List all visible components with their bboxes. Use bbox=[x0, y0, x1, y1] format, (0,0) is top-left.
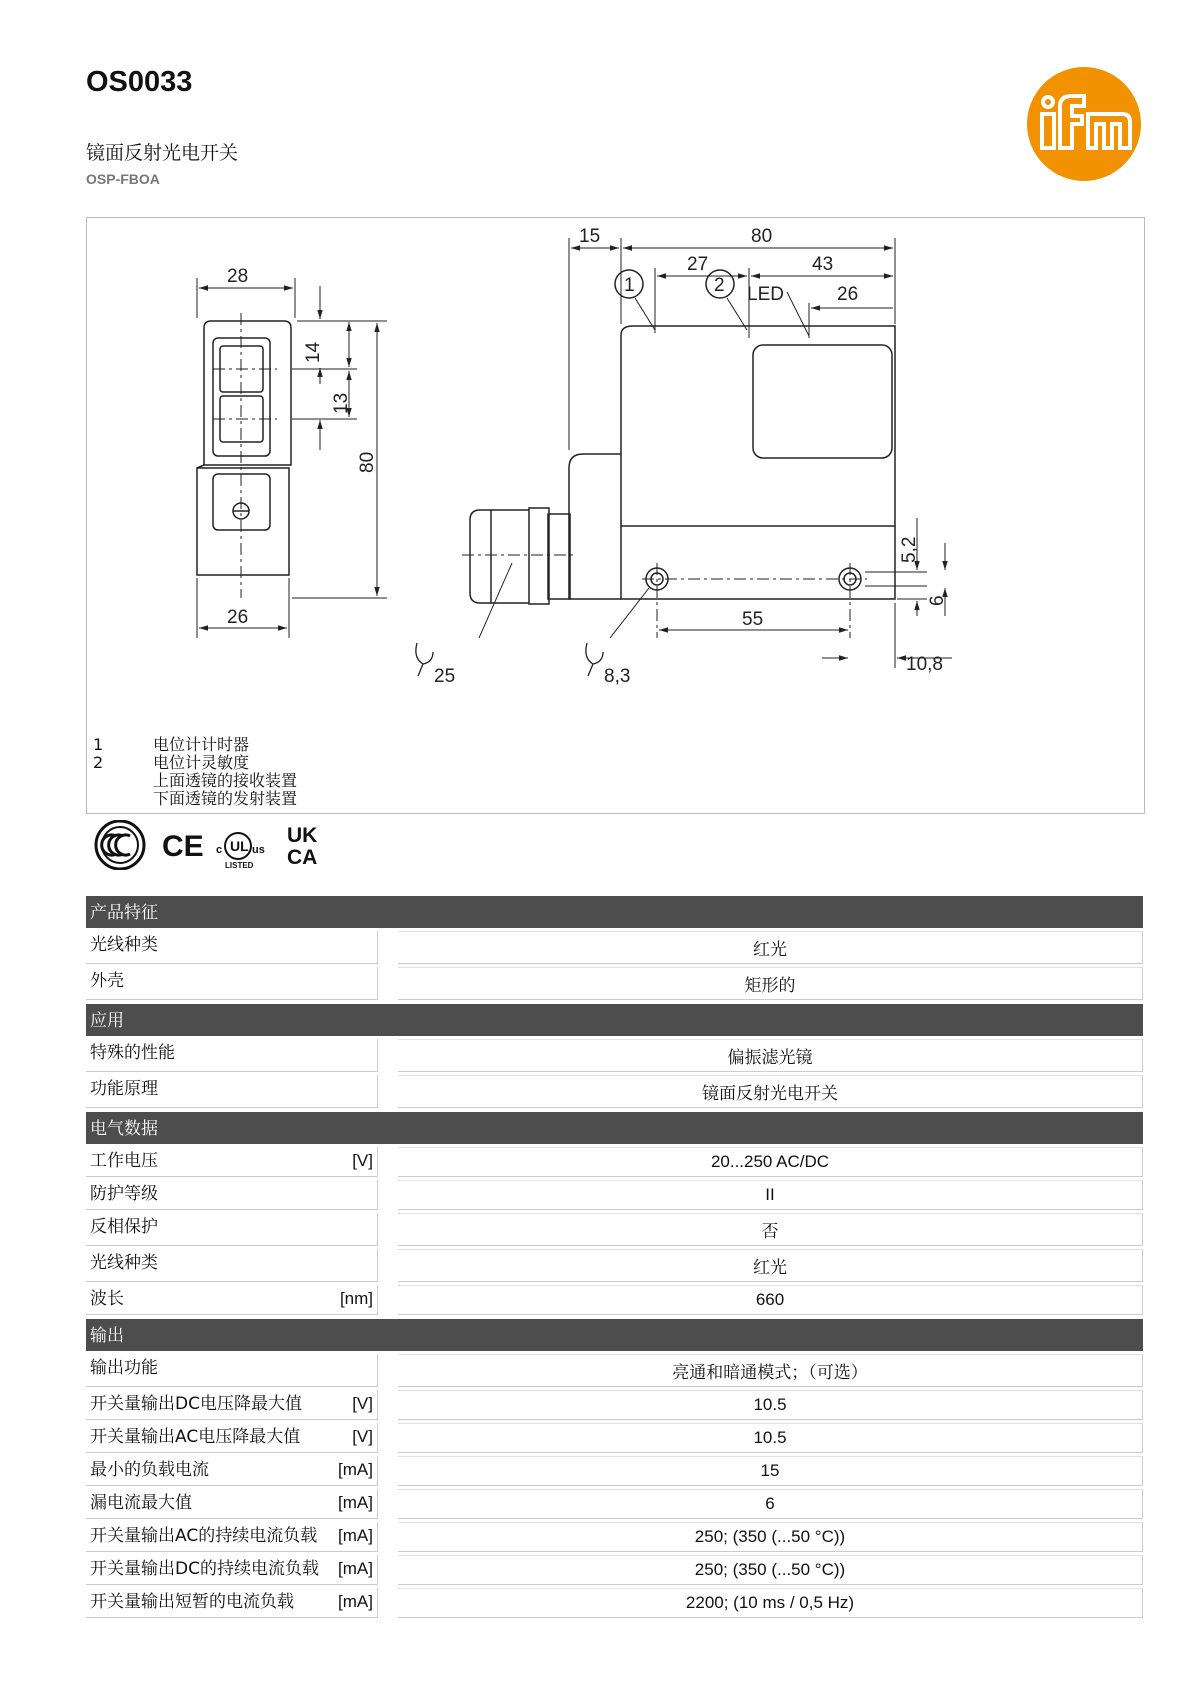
spec-value: 红光 bbox=[398, 1249, 1143, 1282]
spec-unit bbox=[367, 1216, 373, 1241]
spec-label: 防护等级 bbox=[90, 1184, 158, 1204]
spec-value: 红光 bbox=[398, 931, 1143, 964]
spec-label-cell bbox=[86, 1588, 378, 1618]
spec-unit bbox=[367, 970, 373, 995]
spec-row bbox=[86, 1249, 1143, 1282]
spec-row bbox=[86, 931, 1143, 964]
svg-text:LISTED: LISTED bbox=[225, 861, 254, 870]
spec-value: 250; (350 (...50 °C)) bbox=[398, 1522, 1143, 1552]
ifm-logo bbox=[1026, 66, 1142, 182]
dim-27: 27 bbox=[687, 254, 709, 275]
spec-row bbox=[86, 1354, 1143, 1387]
spec-label: 开关量输出DC电压降最大值 bbox=[90, 1394, 302, 1414]
spec-unit: [mA] bbox=[338, 1559, 373, 1578]
legend-item: 2 电位计灵敏度 bbox=[93, 753, 250, 772]
spec-row bbox=[86, 1555, 1143, 1585]
ce-mark: CE bbox=[162, 830, 204, 863]
dim-13: 13 bbox=[331, 392, 352, 414]
spec-row bbox=[86, 1588, 1143, 1618]
spec-unit: [V] bbox=[352, 1427, 373, 1446]
spec-label: 功能原理 bbox=[90, 1079, 158, 1099]
svg-text:UK: UK bbox=[287, 824, 318, 847]
spec-unit bbox=[367, 1183, 373, 1205]
spec-row bbox=[86, 1390, 1143, 1420]
dim-14: 14 bbox=[303, 341, 324, 363]
spec-value: 10.5 bbox=[398, 1390, 1143, 1420]
label-led: LED bbox=[747, 284, 784, 305]
spec-row bbox=[86, 1522, 1143, 1552]
dim-80-horizontal: 80 bbox=[751, 226, 773, 247]
section-header: 应用 bbox=[86, 1004, 1143, 1036]
legend-item: 1 电位计计时器 bbox=[93, 735, 250, 754]
dim-5-2: 5,2 bbox=[899, 536, 920, 563]
spec-value: 镜面反射光电开关 bbox=[398, 1075, 1143, 1108]
spec-label: 最小的负载电流 bbox=[90, 1460, 209, 1480]
spec-label: 反相保护 bbox=[90, 1217, 158, 1237]
ukca-mark bbox=[287, 824, 317, 869]
spec-value: 偏振滤光镜 bbox=[398, 1039, 1143, 1072]
spec-unit bbox=[367, 1078, 373, 1103]
spec-row bbox=[86, 1039, 1143, 1072]
wrench-icon bbox=[416, 643, 433, 676]
spec-value: II bbox=[398, 1180, 1143, 1210]
legend-item: 上面透镜的接收装置 bbox=[153, 771, 298, 790]
sensor-front-view bbox=[621, 326, 895, 599]
spec-label: 外壳 bbox=[90, 971, 124, 991]
legend-item: 下面透镜的发射装置 bbox=[153, 789, 298, 808]
spec-value: 亮通和暗通模式；（可选） bbox=[398, 1354, 1143, 1387]
spec-label: 开关量输出AC的持续电流负载 bbox=[90, 1526, 318, 1546]
spec-unit bbox=[367, 1252, 373, 1277]
spec-label: 特殊的性能 bbox=[90, 1043, 175, 1063]
spec-row bbox=[86, 1180, 1143, 1210]
dim-15: 15 bbox=[579, 226, 601, 247]
spec-label-cell bbox=[86, 1213, 378, 1246]
spec-label: 光线种类 bbox=[90, 935, 158, 955]
spec-label: 开关量输出AC电压降最大值 bbox=[90, 1427, 301, 1447]
product-code: OSP-FBOA bbox=[86, 171, 160, 187]
svg-text:c: c bbox=[216, 844, 223, 856]
spec-row bbox=[86, 1285, 1143, 1315]
wrench-size-25: 25 bbox=[434, 666, 456, 687]
spec-label-cell bbox=[86, 1456, 378, 1486]
spec-label-cell bbox=[86, 1249, 378, 1282]
spec-unit bbox=[367, 1042, 373, 1067]
spec-value: 10.5 bbox=[398, 1423, 1143, 1453]
spec-value: 2200; (10 ms / 0,5 Hz) bbox=[398, 1588, 1143, 1618]
spec-label-cell bbox=[86, 1039, 378, 1072]
dim-28: 28 bbox=[227, 266, 249, 287]
ul-listed-mark bbox=[216, 833, 265, 870]
spec-unit bbox=[367, 934, 373, 959]
spec-label-cell bbox=[86, 1489, 378, 1519]
spec-unit: [mA] bbox=[338, 1493, 373, 1512]
spec-row bbox=[86, 1213, 1143, 1246]
spec-value: 250; (350 (...50 °C)) bbox=[398, 1555, 1143, 1585]
spec-label-cell bbox=[86, 1390, 378, 1420]
spec-label-cell bbox=[86, 1147, 378, 1177]
spec-value: 15 bbox=[398, 1456, 1143, 1486]
spec-row bbox=[86, 1489, 1143, 1519]
spec-label-cell bbox=[86, 1285, 378, 1315]
svg-text:UL: UL bbox=[230, 838, 249, 854]
wrench-size-8-3: 8,3 bbox=[604, 666, 631, 687]
callout-2: 2 bbox=[714, 275, 725, 296]
spec-label-cell bbox=[86, 1423, 378, 1453]
spec-row bbox=[86, 1456, 1143, 1486]
spec-label-cell bbox=[86, 931, 378, 964]
sensor-side-view bbox=[204, 321, 291, 465]
ccc-mark-icon bbox=[96, 821, 144, 869]
spec-unit: [mA] bbox=[338, 1592, 373, 1611]
spec-label: 工作电压 bbox=[90, 1151, 158, 1171]
spec-label-cell bbox=[86, 1555, 378, 1585]
dim-26-bottom: 26 bbox=[227, 607, 249, 628]
drawing-legend bbox=[93, 736, 297, 808]
spec-row bbox=[86, 1147, 1143, 1177]
spec-label: 开关量输出DC的持续电流负载 bbox=[90, 1559, 319, 1579]
spec-unit: [nm] bbox=[339, 1289, 373, 1308]
spec-row bbox=[86, 1075, 1143, 1108]
spec-value: 20...250 AC/DC bbox=[398, 1147, 1143, 1177]
spec-row bbox=[86, 967, 1143, 1000]
dim-55: 55 bbox=[742, 609, 764, 630]
spec-label: 波长 bbox=[90, 1289, 124, 1309]
spec-label-cell bbox=[86, 1180, 378, 1210]
svg-text:CA: CA bbox=[287, 846, 318, 869]
section-header: 产品特征 bbox=[86, 896, 1143, 928]
spec-value: 660 bbox=[398, 1285, 1143, 1315]
spec-unit: [V] bbox=[352, 1151, 373, 1170]
dim-10-8: 10,8 bbox=[906, 654, 943, 675]
spec-label-cell bbox=[86, 967, 378, 1000]
spec-value: 矩形的 bbox=[398, 967, 1143, 1000]
section-header: 电气数据 bbox=[86, 1112, 1143, 1144]
spec-label-cell bbox=[86, 1522, 378, 1552]
spec-unit: [V] bbox=[352, 1394, 373, 1413]
spec-label: 开关量输出短暂的电流负载 bbox=[90, 1592, 294, 1612]
dimension-drawing bbox=[86, 217, 1145, 814]
svg-text:us: us bbox=[252, 844, 265, 856]
spec-label-cell bbox=[86, 1075, 378, 1108]
spec-label: 光线种类 bbox=[90, 1253, 158, 1273]
spec-label-cell bbox=[86, 1354, 378, 1387]
wrench-icon bbox=[586, 643, 603, 676]
spec-label: 输出功能 bbox=[90, 1358, 158, 1378]
spec-unit: [mA] bbox=[338, 1526, 373, 1545]
section-header: 输出 bbox=[86, 1319, 1143, 1351]
dim-6: 6 bbox=[927, 595, 948, 606]
dim-80-vertical: 80 bbox=[357, 451, 378, 473]
dim-43: 43 bbox=[812, 254, 834, 275]
product-subtitle: 镜面反射光电开关 bbox=[86, 142, 239, 164]
spec-value: 否 bbox=[398, 1213, 1143, 1246]
spec-value: 6 bbox=[398, 1489, 1143, 1519]
dim-26-top: 26 bbox=[837, 284, 859, 305]
certification-logos bbox=[92, 820, 332, 870]
spec-unit: [mA] bbox=[338, 1460, 373, 1479]
callout-1: 1 bbox=[624, 275, 635, 296]
spec-row bbox=[86, 1423, 1143, 1453]
product-title: OS0033 bbox=[86, 66, 193, 98]
spec-label: 漏电流最大值 bbox=[90, 1493, 192, 1513]
spec-unit bbox=[367, 1357, 373, 1382]
spec-table bbox=[86, 896, 1143, 1621]
